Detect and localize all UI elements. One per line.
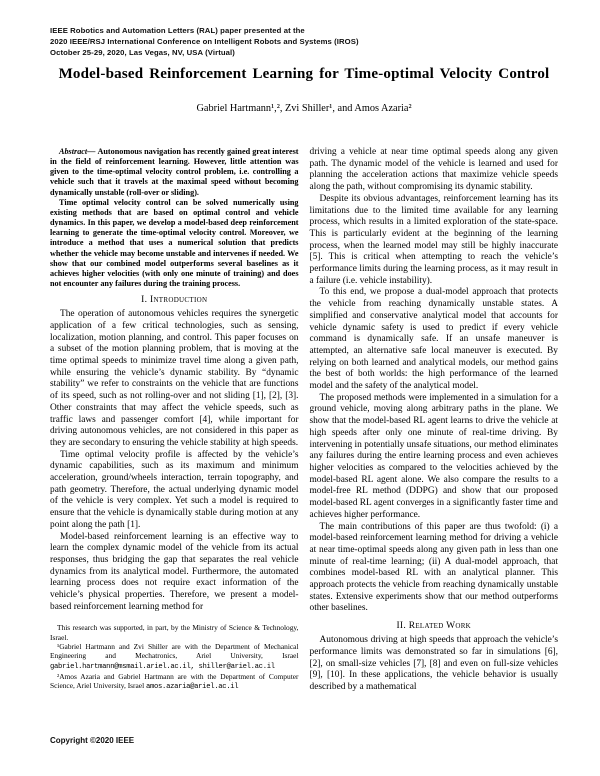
abstract-label: Abstract— (59, 147, 98, 156)
notice-line-3: October 25-29, 2020, Las Vegas, NV, USA (Virtual) (50, 48, 235, 58)
body-paragraph-3: To this end, we propose a dual-model approach that protects the vehicle from reaching dynamically unstable states. A simplified and conservative analytical model that accounts for vehicle dynamic safety is used to predict if every vehicle command is dynamically safe. If an unsafe maneuver is attempted, an alternative safe local maneuver is executed. By relying on both learned and analytical models, our method gains the best of both worlds: the high performance of the learned model and the safety of the analytical model. (309, 287, 558, 392)
two-column-body (50, 147, 558, 694)
right-column-body (310, 147, 559, 615)
body-paragraph-5: The main contributions of this paper are thus twofold: (i) a model-based reinforcement learning method for driving a vehicle at near time-optimal speeds along any given path in less than one minute of real-time learning; (ii) A dual-model approach, that combines model-based RL with an analytical planner. This approach protects the vehicle from reaching dynamically unstable states. Extensive experiments show that our method outperforms other baselines. (309, 521, 558, 614)
intro-paragraph-1: The operation of autonomous vehicles requires the synergetic application of a few critical technologies, such as sensing, localization, motion planning, and control. This paper focuses on a subset of the motion planning problem, that is moving at the time optimal speeds to minimize travel time along a given path, while ensuring the vehicle’s dynamic stability. By “dynamic stability” we refer to constraints on the vehicle that are functions of its speed, such as not rolling-over and not sliding [1], [2], [3]. Other constraints that may affect the vehicle speeds, such as traffic laws and passenger comfort [4], while important for driving autonomous vehicles, are not considered in this paper as they are secondary to ensuring the vehicle stability at high speeds. (50, 309, 299, 448)
footnote-affiliation-1-text: ¹Gabriel Hartmann and Zvi Shiller are with the Department of Mechanical Engineering and Mechatronics, Ariel University, Israel (50, 642, 299, 661)
footnotes (50, 623, 299, 692)
conference-notice (50, 25, 450, 59)
body-paragraph-continuation: driving a vehicle at near time optimal speeds along any given path. The dynamic model of the vehicle is learned and used for planning the acceleration actions that maximize vehicle speeds along the path, without compromising its dynamic stability. (309, 147, 558, 193)
footnote-affiliation-2-email: amos.azaria@ariel.ac.il (146, 683, 239, 692)
footnote-affiliation-2-text: ²Amos Azaria and Gabriel Hartmann are with the Department of Computer Science, Ariel University, Israel (50, 671, 299, 691)
intro-paragraph-3: Model-based reinforcement learning is an effective way to learn the complex dynamic model of the vehicle from its actual responses, thus bridging the gap that separates the real vehicle dynamics from its analytical model. Furthermore, the automated learning process does not require exact information of the vehicle’s physical properties. Therefore, we present a model-based reinforcement learning method for (50, 531, 299, 612)
footnote-affiliation-1-email: gabriel.hartmann@msmail.ariel.ac.il, shiller@ariel.ac.il (50, 662, 275, 671)
footnote-support: This research was supported, in part, by the Ministry of Science & Technology, Israel. (50, 623, 299, 642)
abstract-section (50, 147, 299, 289)
introduction-section (50, 309, 299, 613)
authors-line: Gabriel Hartmann¹,², Zvi Shiller¹, and Amos Azaria² (196, 103, 412, 114)
related-work-section (310, 635, 559, 694)
section-heading-related-work: II. Related Work (396, 620, 472, 631)
notice-line-1: IEEE Robotics and Automation Letters (RAL) paper presented at the (50, 26, 305, 35)
intro-paragraph-2: Time optimal velocity profile is affected by the vehicle’s dynamic capabilities, such as its maximum and minimum acceleration, ground/wheels interaction, terrain topography, and path geometry. Therefore, the actual underlying dynamic model of the vehicle is very complex. Yet such a model is required to ensure that the vehicle is dynamically stable during motion at any point along the path [1]. (50, 449, 299, 530)
abstract-paragraph-1 (50, 147, 299, 198)
body-paragraph-2: Despite its obvious advantages, reinforcement learning has its limitations due to the limited time available for any learning process, which results in a limited exploration of the state-space. This is particularly evident at the beginning of the learning process, when the learned model may still be highly inaccurate [5]. This is critical when attempting to reach the vehicle’s performance limits during the learning process, as it may result in a failure (i.e. vehicle instability). (309, 193, 558, 286)
copyright-notice: Copyright ©2020 IEEE (50, 736, 135, 745)
left-column (50, 147, 299, 693)
paper-title: Model-based Reinforcement Learning for Time-optimal Velocity Control (58, 66, 550, 82)
body-paragraph-4: The proposed methods were implemented in a simulation for a ground vehicle, moving along arbitrary paths in the plane. We show that the model-based RL agent learns to drive the vehicle at high speeds after only one minute of real-time driving. By intervening in potentially unsafe situations, our method eliminates any failures during the entire learning process and even achieves higher velocities as compared to the velocities achieved by the model-based RL agent alone. We also compare the results to a model-free RL method (DDPG) and show that our proposed model-based RL agent converges in a significantly faster time and achieves higher performance. (309, 392, 558, 520)
abstract-text-1: Autonomous navigation has recently gained great interest in the field of reinforcement learning. However, little attention was given to the time-optimal velocity control problem, i.e. controlling a vehicle such that it travels at the maximal speed without becoming dynamically unstable (roll-over or sliding). (50, 147, 299, 197)
section-heading-introduction: I. Introduction (141, 294, 208, 305)
related-work-paragraph-1: Autonomous driving at high speeds that approach the vehicle’s performance limits was demonstrated so far in simulations [6], [2], on small-size vehicles [7], [8] and even on full-size vehicles [9], [10]. In these applications, the vehicle behavior is usually described by a mathematical (309, 635, 558, 692)
footnote-affiliation-2 (50, 672, 299, 693)
right-column (310, 147, 559, 694)
notice-line-2: 2020 IEEE/RSJ International Conference on Intelligent Robots and Systems (IROS) (50, 37, 359, 47)
footnote-affiliation-1 (50, 642, 299, 672)
abstract-paragraph-2: Time optimal velocity control can be solved numerically using existing methods that are based on optimal control and vehicle dynamics. In this paper, we develop a model-based deep reinforcement learning to generate the time-optimal velocity control. Moreover, we introduce a method that uses a numerical solution that predicts whether the vehicle may become unstable and intervenes if needed. We show that our combined model outperforms several baselines as it achieves higher velocities (with only one minute of training) and does not encounter any failures during the training process. (50, 197, 299, 289)
